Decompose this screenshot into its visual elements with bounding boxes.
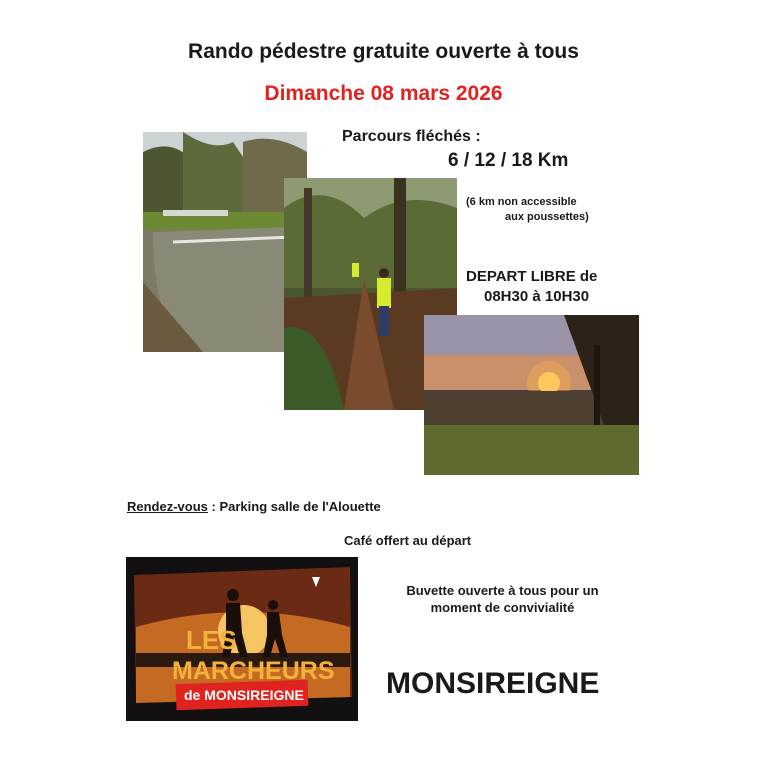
cafe-note: Café offert au départ <box>344 533 472 548</box>
page-title: Rando pédestre gratuite ouverte à tous <box>188 40 579 63</box>
rendezvous <box>127 499 381 514</box>
parcours-distances: 6 / 12 / 18 Km <box>448 150 569 171</box>
stroller-note-line2: aux poussettes) <box>505 211 589 223</box>
logo-monsireigne: de MONSIREIGNE <box>184 687 304 703</box>
buvette-note <box>380 582 625 616</box>
marcheurs-logo <box>126 557 358 721</box>
rendezvous-label: Rendez-vous <box>127 499 208 514</box>
logo-les: LES <box>186 625 237 655</box>
town-name: MONSIREIGNE <box>386 667 600 700</box>
rendezvous-place: Parking salle de l'Alouette <box>219 499 381 514</box>
parcours-label: Parcours fléchés : <box>342 128 481 145</box>
buvette-line2: moment de convivialité <box>430 600 575 615</box>
rendezvous-separator: : <box>207 499 220 514</box>
stroller-note-line1: (6 km non accessible <box>466 196 577 208</box>
event-date: Dimanche 08 mars 2026 <box>264 82 503 105</box>
logo-marcheurs: MARCHEURS <box>172 657 335 685</box>
sunset-photo <box>424 315 639 475</box>
river-photo <box>143 132 307 352</box>
depart-line2: 08H30 à 10H30 <box>484 288 590 305</box>
buvette-line1: Buvette ouverte à tous pour un <box>406 583 599 598</box>
depart-line1: DEPART LIBRE de <box>466 268 598 285</box>
